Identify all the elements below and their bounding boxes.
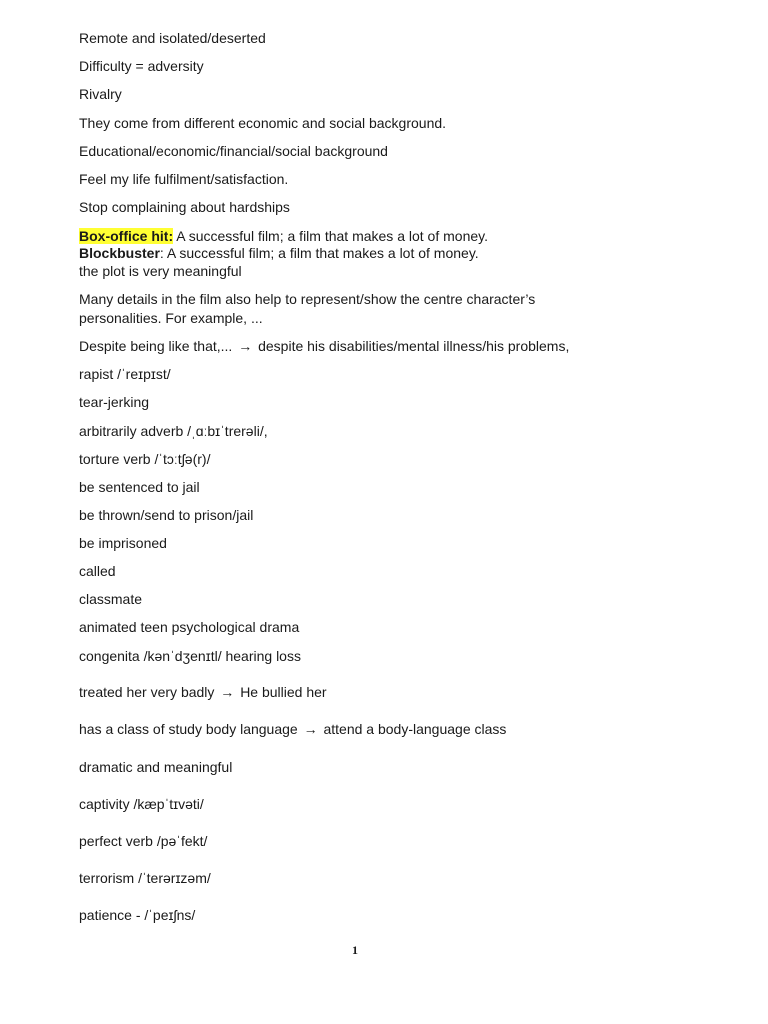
text-line: Remote and isolated/deserted: [79, 30, 266, 46]
text-line: Rivalry: [79, 86, 122, 102]
vocab-line: torture verb /ˈtɔːtʃə(r)/: [79, 451, 211, 467]
vocab-line: perfect verb /pəˈfekt/: [79, 833, 208, 849]
vocab-line: patience - /ˈpeɪʃns/: [79, 907, 196, 923]
vocab-line: arbitrarily adverb /ˌɑːbɪˈtrerəli/,: [79, 423, 268, 439]
vocab-line: rapist /ˈreɪpɪst/: [79, 366, 171, 382]
vocab-line: called: [79, 563, 116, 579]
text-line: the plot is very meaningful: [79, 263, 242, 279]
body-language-line: [79, 720, 506, 738]
blockbuster-definition: [79, 244, 479, 262]
page-number: 1: [352, 943, 358, 957]
vocab-line: be imprisoned: [79, 535, 167, 551]
vocab-line: classmate: [79, 591, 143, 607]
box-office-definition: [79, 227, 488, 245]
treated-after: He bullied her: [240, 684, 327, 700]
arrow-right-icon: →: [238, 338, 253, 354]
arrow-right-icon: →: [303, 721, 318, 737]
vocab-line: animated teen psychological drama: [79, 619, 300, 635]
blockbuster-definition-text: : A successful film; a film that makes a lot of money.: [159, 245, 479, 261]
text-line: Educational/economic/financial/social background: [79, 143, 388, 159]
despite-before: Despite being like that,...: [79, 338, 233, 354]
text-line: Feel my life fulfilment/satisfaction.: [79, 171, 289, 187]
text-line: They come from different economic and social background.: [79, 115, 447, 131]
despite-after: despite his disabilities/mental illness/his problems,: [258, 338, 570, 354]
despite-line: [79, 337, 569, 355]
vocab-line: tear-jerking: [79, 394, 150, 410]
box-office-term: Box-office hit: [79, 228, 169, 244]
box-office-colon: :: [168, 228, 174, 244]
box-office-definition-text: A successful film; a film that makes a lot of money.: [173, 228, 488, 244]
text-line: dramatic and meaningful: [79, 759, 233, 775]
blockbuster-term: Blockbuster: [79, 245, 160, 261]
text-line: Many details in the film also help to represent/show the centre character’s: [79, 291, 536, 307]
text-line: Difficulty = adversity: [79, 58, 204, 74]
vocab-line: terrorism /ˈterərɪzəm/: [79, 870, 211, 886]
body-language-after: attend a body-language class: [323, 721, 507, 737]
vocab-line: be thrown/send to prison/jail: [79, 507, 254, 523]
treated-before: treated her very badly: [79, 684, 215, 700]
text-line: personalities. For example, ...: [79, 310, 263, 326]
text-line: Stop complaining about hardships: [79, 199, 290, 215]
body-language-before: has a class of study body language: [79, 721, 298, 737]
treated-line: [79, 683, 327, 701]
vocab-line: congenita /kənˈdʒenɪtl/ hearing loss: [79, 648, 301, 664]
arrow-right-icon: →: [220, 684, 235, 700]
vocab-line: be sentenced to jail: [79, 479, 200, 495]
vocab-line: captivity /kæpˈtɪvəti/: [79, 796, 204, 812]
